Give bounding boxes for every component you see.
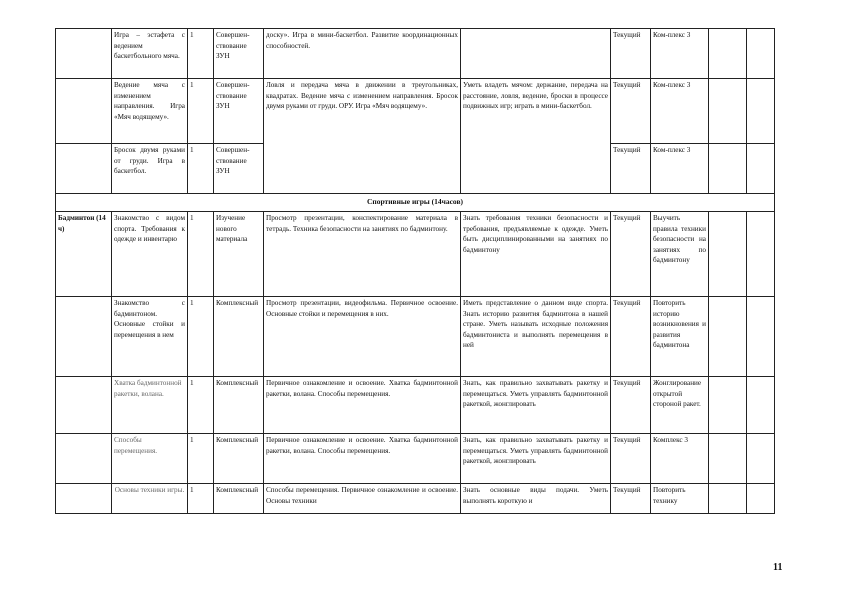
homework-cell: Комплекс 3	[651, 434, 709, 484]
topic-cell: Знакомство с видом спорта. Требования к одежде и инвентарю	[112, 212, 188, 297]
control-cell: Текущий	[611, 79, 651, 144]
lesson-plan-table	[55, 28, 775, 514]
date-fact-cell	[747, 212, 775, 297]
requirements-cell: Знать требования техники безопасности и требования, предъявляемые к одежде. Уметь быть дисциплинированными на занятиях по бадминтону	[461, 212, 611, 297]
control-cell: Текущий	[611, 434, 651, 484]
date-fact-cell	[747, 484, 775, 514]
table-row	[56, 484, 775, 514]
lesson-type-cell: Комплексный	[214, 434, 264, 484]
hours-cell: 1	[188, 434, 214, 484]
section-header: Спортивные игры (14часов)	[56, 194, 775, 212]
control-cell: Текущий	[611, 484, 651, 514]
content-cell: Первичное ознакомление и освоение. Хватка бадминтонной ракетки, волана. Способы перемещения.	[264, 434, 461, 484]
requirements-cell	[461, 29, 611, 79]
section-header-row	[56, 194, 775, 212]
content-cell: Просмотр презентации, конспектирование материала в тетрадь. Техника безопасности на занятиях по бадминтону.	[264, 212, 461, 297]
date-fact-cell	[747, 434, 775, 484]
homework-cell: Повторить технику	[651, 484, 709, 514]
requirements-cell: Знать, как правильно захватывать ракетку и перемещаться. Уметь управлять бадминтонной ракеткой, жонглировать	[461, 434, 611, 484]
requirements-cell: Уметь владеть мячом: держание, передача на расстояние, ловля, ведение, броски в процессе подвижных игр; играть в мини-баскетбол.	[461, 79, 611, 194]
date-plan-cell	[709, 297, 747, 377]
homework-cell: Повторить историю возникновения и развития бадминтона	[651, 297, 709, 377]
date-plan-cell	[709, 79, 747, 144]
hours-cell: 1	[188, 377, 214, 434]
homework-cell: Ком-плекс 3	[651, 144, 709, 194]
homework-cell: Выучить правила техники безопасности на занятиях по бадминтону	[651, 212, 709, 297]
section-cell	[56, 29, 112, 79]
section-cell	[56, 484, 112, 514]
date-plan-cell	[709, 434, 747, 484]
requirements-cell: Иметь представление о данном виде спорта. Знать историю развития бадминтона в нашей стране. Уметь называть исходные положения бадминтониста и выполнять перемещения в ней	[461, 297, 611, 377]
section-cell: Бадминтон (14 ч)	[56, 212, 112, 297]
topic-cell: Способы перемещения.	[112, 434, 188, 484]
content-cell: Ловля и передача мяча в движении в треугольниках, квадратах. Ведение мяча с изменением направления. Бросок двумя руками от груди. ОРУ. Игра «Мяч водящему».	[264, 79, 461, 194]
section-cell	[56, 144, 112, 194]
lesson-type-cell: Комплексный	[214, 297, 264, 377]
date-plan-cell	[709, 29, 747, 79]
date-fact-cell	[747, 29, 775, 79]
table-row	[56, 377, 775, 434]
lesson-type-cell: Совершен-ствование ЗУН	[214, 29, 264, 79]
lesson-type-cell: Комплексный	[214, 377, 264, 434]
date-fact-cell	[747, 79, 775, 144]
section-cell	[56, 79, 112, 144]
content-cell: Просмотр презентации, видеофильма. Первичное освоение. Основные стойки и перемещения в них.	[264, 297, 461, 377]
control-cell: Текущий	[611, 297, 651, 377]
requirements-cell: Знать основные виды подачи. Уметь выполнять короткую и	[461, 484, 611, 514]
topic-cell: Игра – эстафета с ведением баскетбольного мяча.	[112, 29, 188, 79]
date-fact-cell	[747, 377, 775, 434]
hours-cell: 1	[188, 484, 214, 514]
page-number: 11	[773, 562, 783, 573]
lesson-type-cell: Изучение нового материала	[214, 212, 264, 297]
topic-cell: Бросок двумя руками от груди. Игра в баскетбол.	[112, 144, 188, 194]
table-row	[56, 212, 775, 297]
control-cell: Текущий	[611, 212, 651, 297]
content-cell: Способы перемещения. Первичное ознакомление и освоение. Основы техники	[264, 484, 461, 514]
content-cell: доску». Игра в мини-баскетбол. Развитие координационных способностей.	[264, 29, 461, 79]
section-cell	[56, 434, 112, 484]
topic-cell: Ведение мяча с изменением направления. Игра «Мяч водящему».	[112, 79, 188, 144]
table-row	[56, 79, 775, 144]
homework-cell: Ком-плекс 3	[651, 79, 709, 144]
date-fact-cell	[747, 297, 775, 377]
lesson-type-cell: Совершен-ствование ЗУН	[214, 144, 264, 194]
hours-cell: 1	[188, 297, 214, 377]
control-cell: Текущий	[611, 144, 651, 194]
lesson-type-cell: Совершен-ствование ЗУН	[214, 79, 264, 144]
topic-cell: Знакомство с бадминтоном. Основные стойки и перемещения в нем	[112, 297, 188, 377]
hours-cell: 1	[188, 212, 214, 297]
table-row	[56, 297, 775, 377]
content-cell: Первичное ознакомление и освоение. Хватка бадминтонной ракетки, волана. Способы перемещения.	[264, 377, 461, 434]
section-cell	[56, 297, 112, 377]
homework-cell: Ком-плекс 3	[651, 29, 709, 79]
lesson-type-cell: Комплексный	[214, 484, 264, 514]
date-plan-cell	[709, 212, 747, 297]
control-cell: Текущий	[611, 29, 651, 79]
table-row	[56, 434, 775, 484]
homework-cell: Жонглирование открытой стороной ракет.	[651, 377, 709, 434]
requirements-cell: Знать, как правильно захватывать ракетку и перемещаться. Уметь управлять бадминтонной ракеткой, жонглировать	[461, 377, 611, 434]
date-plan-cell	[709, 377, 747, 434]
date-plan-cell	[709, 484, 747, 514]
hours-cell: 1	[188, 29, 214, 79]
date-fact-cell	[747, 144, 775, 194]
hours-cell: 1	[188, 144, 214, 194]
date-plan-cell	[709, 144, 747, 194]
topic-cell: Хватка бадминтонной ракетки, волана.	[112, 377, 188, 434]
table-row	[56, 29, 775, 79]
topic-cell: Основы техники игры.	[112, 484, 188, 514]
section-cell	[56, 377, 112, 434]
hours-cell: 1	[188, 79, 214, 144]
control-cell: Текущий	[611, 377, 651, 434]
